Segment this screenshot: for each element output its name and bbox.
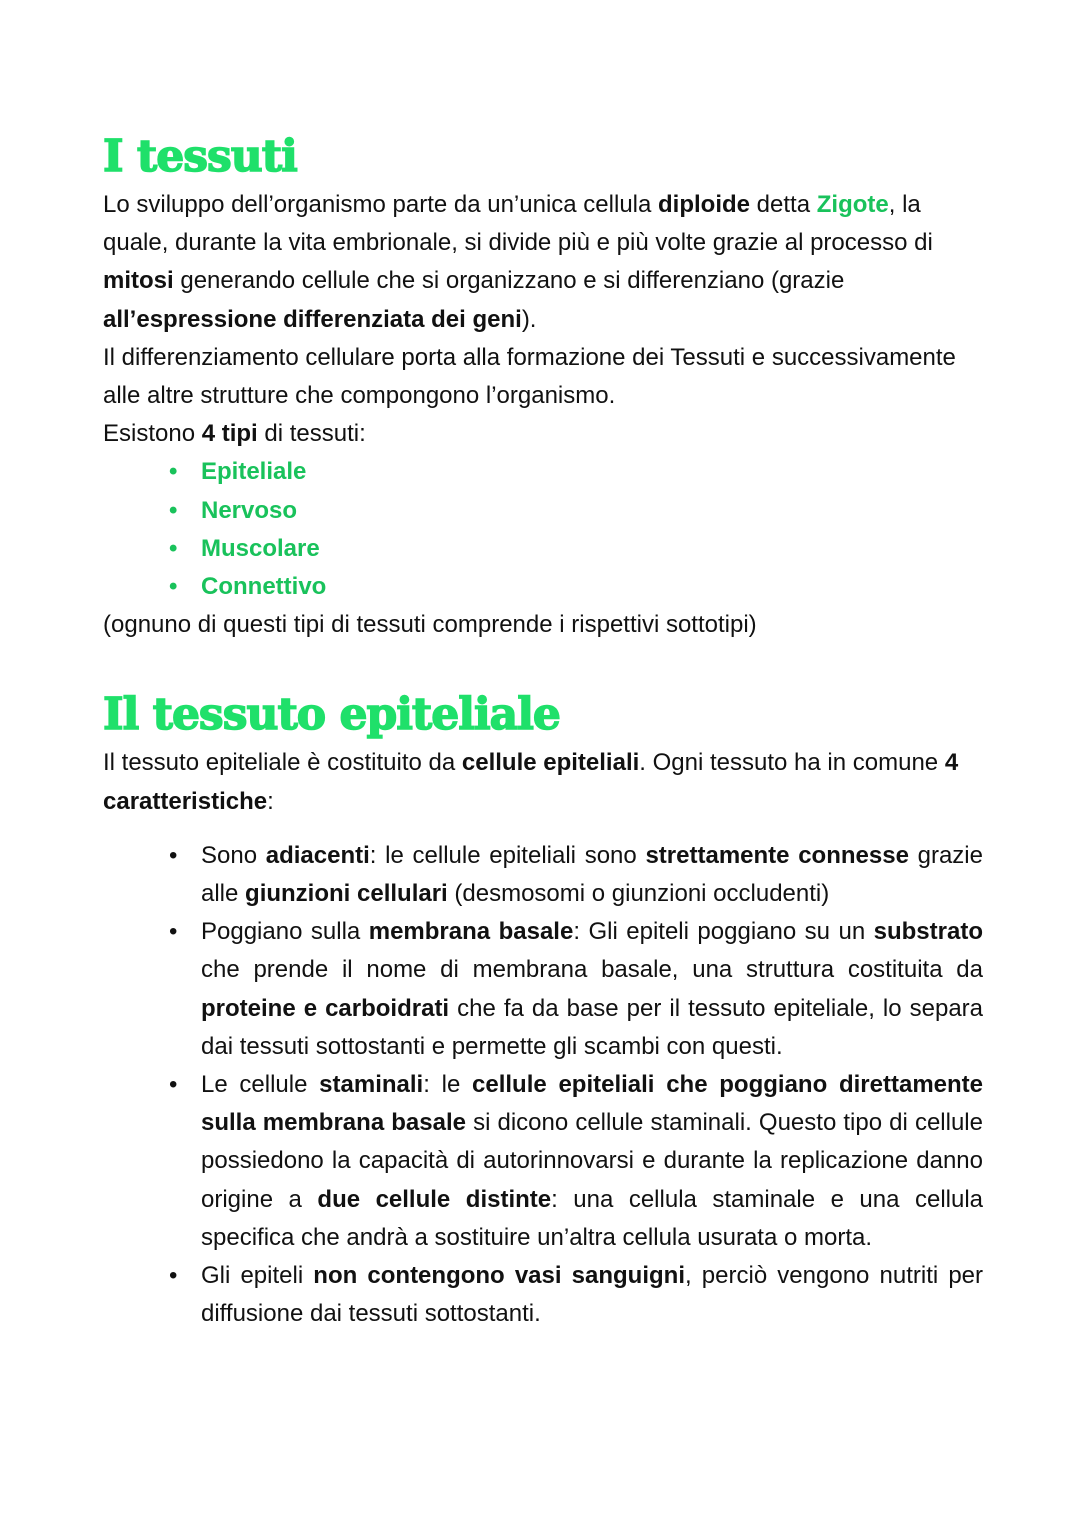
intro-paragraph: Lo sviluppo dell’organismo parte da un’unica cellula diploide detta Zigote, la quale, durante la vita embrionale, si divide più e più volte grazie al processo di mitosi generando cellule che si organizzano e si differenziano (grazie all’espressione differenziata dei geni). bbox=[103, 191, 933, 333]
list-item: • Connettivo bbox=[169, 568, 983, 606]
epiteliale-intro: Il tessuto epiteliale è costituito da cellule epiteliali. Ogni tessuto ha in comune 4 caratteristiche: bbox=[103, 749, 959, 815]
list-item: • Sono adiacenti: le cellule epiteliali sono strettamente connesse grazie alle giunzioni cellulari (desmosomi o giunzioni occludenti) bbox=[169, 837, 983, 913]
differentiation-paragraph: Il differenziamento cellulare porta alla formazione dei Tessuti e successivamente alle altre strutture che compongono l’organismo. bbox=[103, 343, 956, 410]
list-item: • Muscolare bbox=[169, 530, 983, 568]
tissue-types-list bbox=[103, 453, 983, 606]
section-epiteliale bbox=[103, 686, 983, 1333]
list-item: • Le cellule staminali: le cellule epiteliali che poggiano direttamente sulla membrana basale si dicono cellule staminali. Questo tipo di cellule possiedono la capacità di autorinnovarsi e durante la replicazione danno origine a due cellule distinte: una cellula staminale e una cellula specifica che andrà a sostituire un’altra cellula usurata o morta. bbox=[169, 1066, 983, 1257]
list-item: • Poggiano sulla membrana basale: Gli epiteli poggiano su un substrato che prende il nome di membrana basale, una struttura costituita da proteine e carboidrati che fa da base per il tessuto epiteliale, lo separa dai tessuti sottostanti e permette gli scambi con questi. bbox=[169, 913, 983, 1066]
types-intro: Esistono 4 tipi di tessuti: bbox=[103, 420, 366, 448]
list-item: • Gli epiteli non contengono vasi sanguigni, perciò vengono nutriti per diffusione dai tessuti sottostanti. bbox=[169, 1257, 983, 1333]
heading-tessuto-epiteliale: Il tessuto epiteliale bbox=[103, 689, 560, 741]
list-item: • Nervoso bbox=[169, 492, 983, 530]
types-note: (ognuno di questi tipi di tessuti comprende i rispettivi sottotipi) bbox=[103, 611, 757, 639]
heading-tessuti: I tessuti bbox=[103, 131, 297, 182]
characteristics-list bbox=[103, 837, 983, 1334]
content bbox=[103, 128, 983, 1333]
list-item: • Epiteliale bbox=[169, 453, 983, 491]
